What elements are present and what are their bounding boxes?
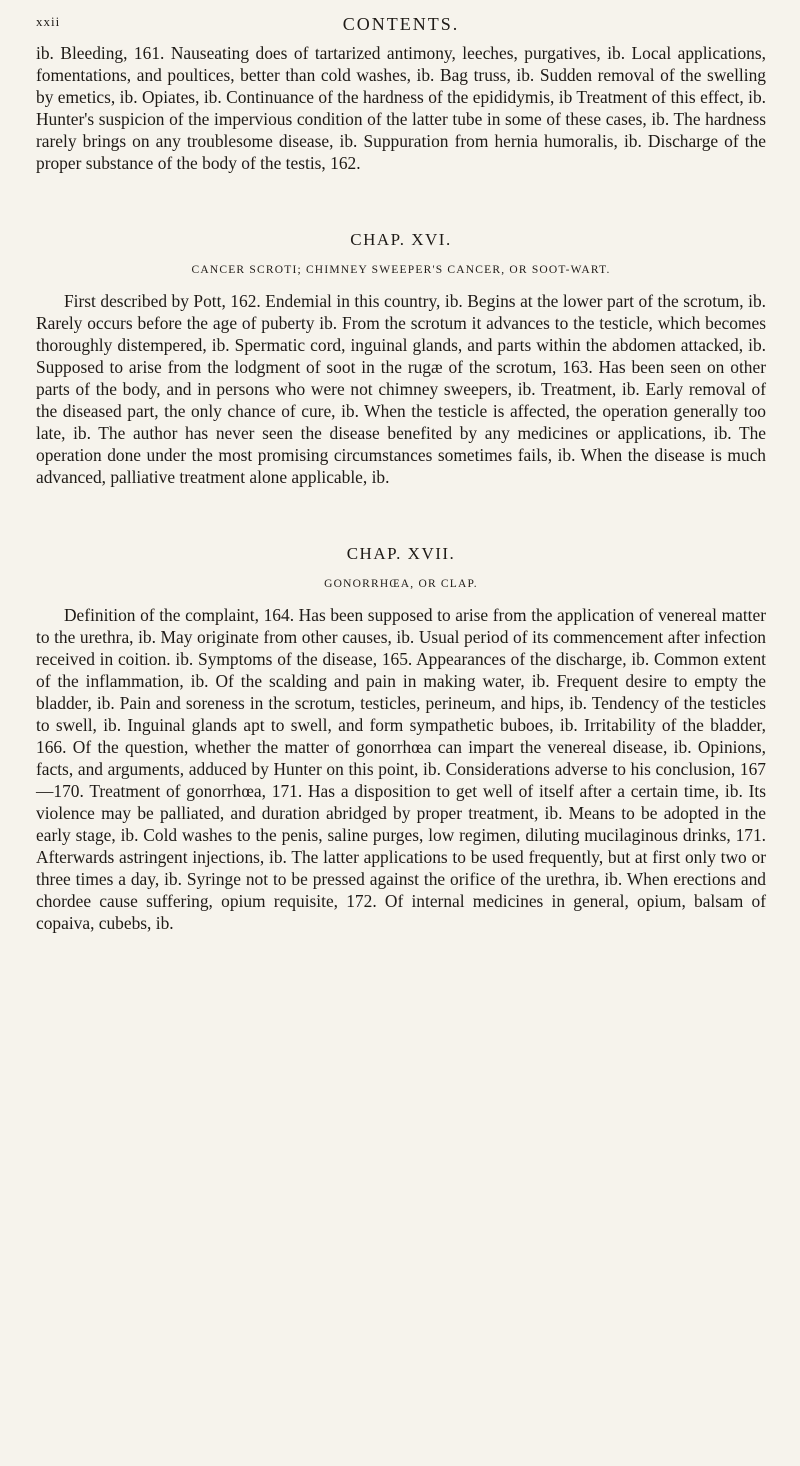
chapter-title-xvi: CHAP. XVI. xyxy=(350,230,452,249)
running-title: CONTENTS. xyxy=(342,14,460,34)
chapter-subtitle-xvii: GONORRHŒA, OR CLAP. xyxy=(324,578,478,590)
continued-paragraph: ib. Bleeding, 161. Nauseating does of tartarized antimony, leeches, purgatives, ib. Local applications, fomentations, and poultices, better than cold washes, ib. Bag truss, ib. Sudden removal of the swelling by emetics, ib. Opiates, ib. Continuance of the hardness of the epididymis, ib Treatment of this effect, ib. Hunter's suspicion of the impervious condition of the latter tube in some of these cases, ib. The hardness rarely brings on any troublesome disease, ib. Suppuration from hernia humoralis, ib. Discharge of the proper substance of the body of the testis, 162. xyxy=(36,43,766,173)
chapter-subtitle-xvi: CANCER SCROTI; CHIMNEY SWEEPER'S CANCER, OR SOOT-WART. xyxy=(191,264,611,276)
chapter-xvii-paragraph: Definition of the complaint, 164. Has been supposed to arise from the application of venereal matter to the urethra, ib. May originate from other causes, ib. Usual period of its commencement after infection received in coition. ib. Symptoms of the disease, 165. Appearances of the discharge, ib. Common extent of the inflammation, ib. Of the scalding and pain in making water, ib. Frequent desire to empty the bladder, ib. Pain and soreness in the scrotum, testicles, perineum, and hips, ib. Tendency of the testicles to swell, ib. Inguinal glands apt to swell, and form sympathetic buboes, ib. Irritability of the bladder, 166. Of the question, whether the matter of gonorrhœa can impart the venereal disease, ib. Opinions, facts, and arguments, adduced by Hunter on this point, ib. Considerations adverse to his conclusion, 167—170. Treatment of gonorrhœa, 171. Has a disposition to get well of itself after a certain time, ib. Its violence may be palliated, and duration abridged by proper treatment, ib. Means to be adopted in the early stage, ib. Cold washes to the penis, saline purges, low regimen, diluting mucilaginous drinks, 171. Afterwards astringent injections, ib. The latter applications to be used frequently, but at first only two or three times a day, ib. Syringe not to be pressed against the orifice of the urethra, ib. When erections and chordee cause suffering, opium requisite, 172. Of internal medicines in general, opium, balsam of copaiva, cubebs, ib. xyxy=(36,605,766,933)
chapter-xvi-paragraph: First described by Pott, 162. Endemial in this country, ib. Begins at the lower part of the scrotum, ib. Rarely occurs before the age of puberty ib. From the scrotum it advances to the testicle, which becomes thoroughly distempered, ib. Spermatic cord, inguinal glands, and parts within the abdomen attacked, ib. Supposed to arise from the lodgment of soot in the rugæ of the scrotum, 163. Has been seen on other parts of the body, and in persons who were not chimney sweepers, ib. Treatment, ib. Early removal of the diseased part, the only chance of cure, ib. When the testicle is affected, the operation generally too late, ib. The author has never seen the disease benefited by any medicines or applications, ib. The operation done under the most promising circumstances sometimes fails, ib. When the disease is much advanced, palliative treatment alone applicable, ib. xyxy=(36,291,766,487)
page-number: xxii xyxy=(36,14,61,29)
page-header xyxy=(36,14,766,34)
chapter-title-xvii: CHAP. XVII. xyxy=(346,544,456,563)
